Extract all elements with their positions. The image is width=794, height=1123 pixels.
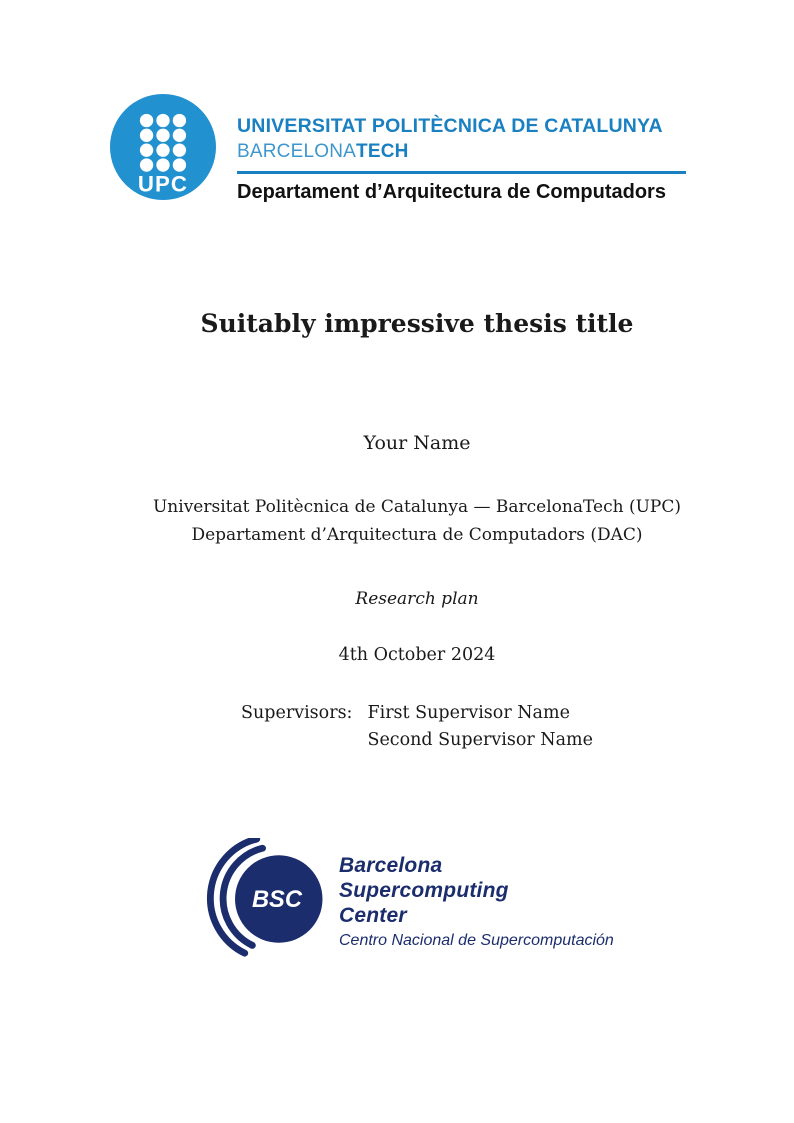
supervisors-label: Supervisors: [241, 703, 353, 723]
upc-header [110, 94, 686, 204]
document-type: Research plan [355, 589, 479, 609]
bsc-name-line-1: Barcelona [339, 853, 443, 877]
affiliation [40, 494, 794, 549]
university-name: UNIVERSITAT POLITÈCNICA DE CATALUNYA [237, 115, 663, 137]
bsc-monogram-text: BSC [251, 887, 302, 914]
date: 4th October 2024 [338, 645, 496, 665]
affiliation-line-1: Universitat Politècnica de Catalunya — BarcelonaTech (UPC) [152, 497, 681, 517]
thesis-title: Suitably impressive thesis title [200, 309, 634, 338]
author-name: Your Name [363, 432, 471, 454]
affiliation-line-2: Departament d’Arquitectura de Computadors (DAC) [191, 524, 643, 545]
supervisor-name-2: Second Supervisor Name [367, 730, 593, 750]
bsc-footer [202, 838, 614, 961]
department-name: Departament d’Arquitectura de Computadors [237, 181, 666, 203]
supervisor-names [367, 700, 593, 754]
upc-header-text [237, 94, 686, 204]
barcelona-part: BARCELONA [237, 141, 357, 162]
upc-monogram-text: UPC [137, 171, 189, 197]
tech-part: TECH [356, 141, 409, 162]
bsc-wordmark [339, 853, 614, 953]
bsc-name-line-2: Supercomputing [339, 878, 509, 902]
bsc-name-line-3: Center [339, 903, 407, 927]
upc-logo-icon [110, 94, 216, 200]
supervisors-block [40, 700, 794, 754]
barcelonatech-wordmark [237, 141, 686, 163]
supervisor-name-1: First Supervisor Name [367, 703, 570, 723]
bsc-logo-icon [202, 838, 330, 961]
header-rule [237, 171, 686, 174]
bsc-subtitle: Centro Nacional de Supercomputación [339, 931, 614, 949]
